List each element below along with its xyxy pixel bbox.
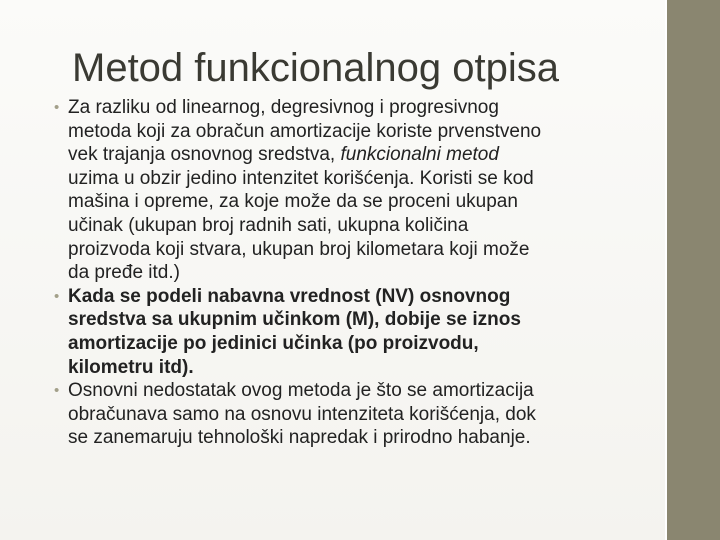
bullet-1-line-2: metoda koji za obračun amortizacije koriste prvenstveno xyxy=(68,120,542,142)
bullet-2-line-4: kilometru itd). xyxy=(68,356,194,378)
bullet-2-line-1: Kada se podeli nabavna vrednost (NV) osnovnog xyxy=(68,285,511,307)
bullet-1-line-3-text: vek trajanja osnovnog sredstva, xyxy=(68,144,341,166)
bullet-3-line-1: Osnovni nedostatak ovog metoda je što se amortizacija xyxy=(68,380,534,402)
bullet-1-line-6: učinak (ukupan broj radnih sati, ukupna količina xyxy=(68,214,469,236)
bullet-1-line-5: mašina i opreme, za koje može da se proceni ukupan xyxy=(68,191,518,213)
bullet-2 xyxy=(54,285,668,379)
bullet-1-line-4: uzima u obzir jedino intenzitet korišćenja. Koristi se kod xyxy=(68,167,534,189)
bullet-dot-icon: • xyxy=(54,382,60,400)
bullet-dot-icon: • xyxy=(54,99,60,116)
bullet-1 xyxy=(54,96,668,285)
bullet-2-line-3: amortizacije po jedinici učinka (po proizvodu, xyxy=(68,332,479,354)
italic-term: funkcionalni metod xyxy=(340,144,499,166)
bullet-3-line-2: obračunava samo na osnovu intenziteta korišćenja, dok xyxy=(68,403,536,425)
bullet-dot-icon: • xyxy=(54,287,60,305)
bullet-1-line-8: da pređe itd.) xyxy=(68,262,180,284)
bullet-1-line-3 xyxy=(68,143,668,167)
bullet-1-line-7: proizvoda koji stvara, ukupan broj kilometara koji može xyxy=(68,238,530,260)
bullet-3 xyxy=(54,379,668,450)
bullet-3-line-3: se zanemaruju tehnološki napredak i prirodno habanje. xyxy=(68,427,531,449)
slide-title: Metod funkcionalnog otpisa xyxy=(72,46,559,90)
bullet-list xyxy=(54,96,668,450)
accent-strip xyxy=(665,0,720,540)
bullet-2-line-2: sredstva sa ukupnim učinkom (M), dobije se iznos xyxy=(68,309,521,331)
bullet-1-line-1: Za razliku od linearnog, degresivnog i progresivnog xyxy=(68,97,499,118)
